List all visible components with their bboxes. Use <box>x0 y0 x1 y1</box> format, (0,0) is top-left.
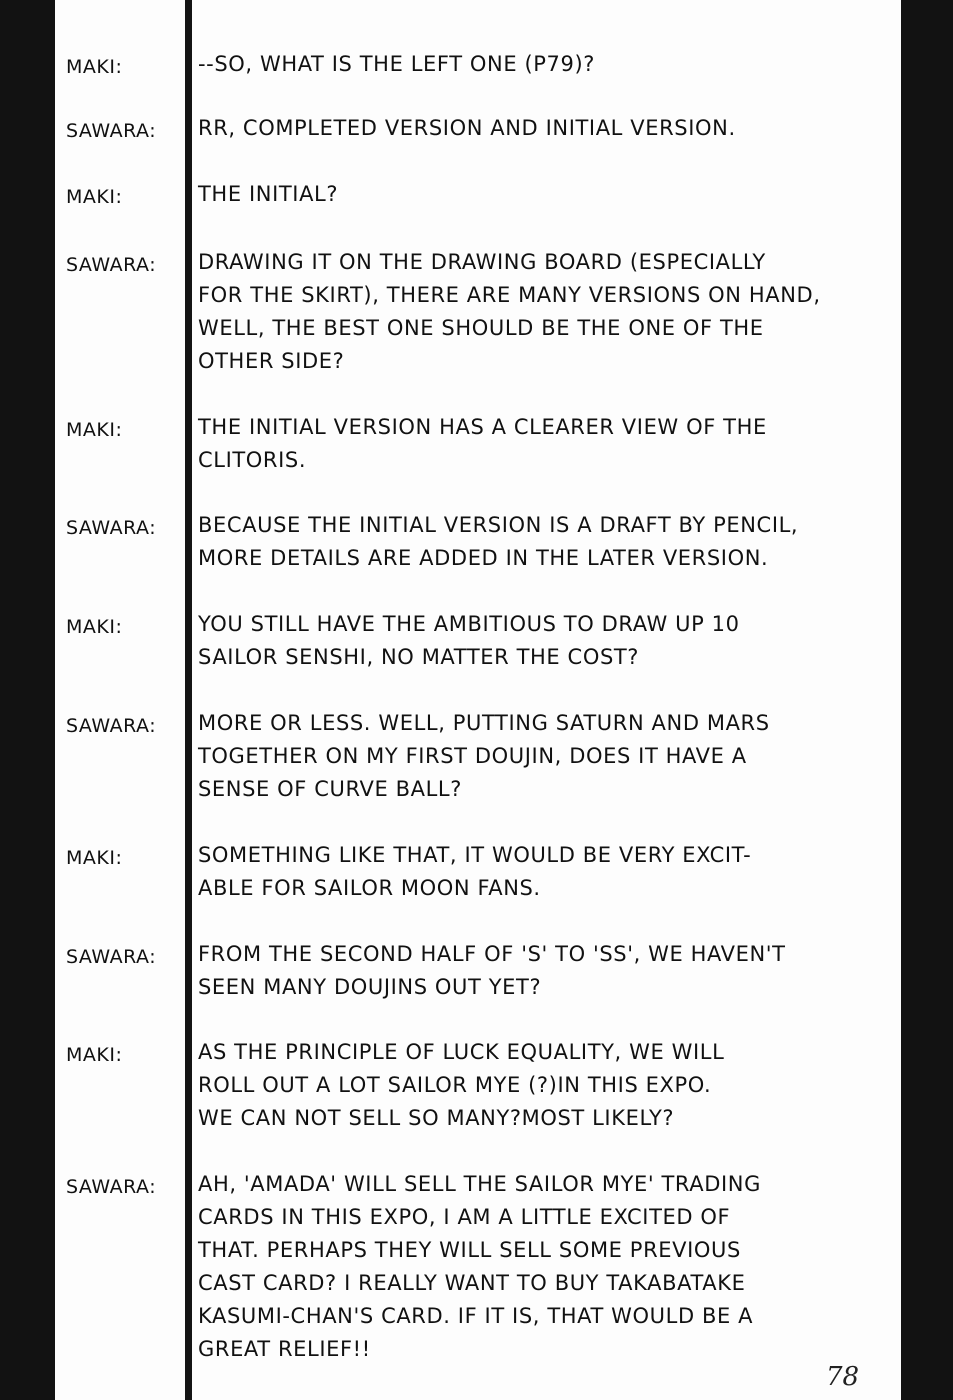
speaker-label: SAWARA: <box>66 946 157 968</box>
dialogue-line: SAILOR SENSHI, NO MATTER THE COST? <box>198 645 640 669</box>
dialogue-line: THE INITIAL? <box>198 182 339 206</box>
dialogue-line: ROLL OUT A LOT SAILOR MYE (?)IN THIS EXPO. <box>198 1073 712 1097</box>
dialogue-line: MORE DETAILS ARE ADDED IN THE LATER VERSION. <box>198 546 769 570</box>
dialogue-line: CAST CARD? I REALLY WANT TO BUY TAKABATAKE <box>198 1271 746 1295</box>
dialogue-line: CLITORIS. <box>198 448 307 472</box>
speaker-label: SAWARA: <box>66 254 157 276</box>
speaker-label: MAKI: <box>66 56 123 78</box>
dialogue-line: SENSE OF CURVE BALL? <box>198 777 462 801</box>
dialogue-line: TOGETHER ON MY FIRST DOUJIN, DOES IT HAVE A <box>198 744 747 768</box>
dialogue-line: YOU STILL HAVE THE AMBITIOUS TO DRAW UP 10 <box>198 612 740 636</box>
speaker-label: MAKI: <box>66 186 123 208</box>
dialogue-line: ABLE FOR SAILOR MOON FANS. <box>198 876 541 900</box>
speaker-label: MAKI: <box>66 616 123 638</box>
speaker-label: MAKI: <box>66 1044 123 1066</box>
column-divider <box>185 0 192 1400</box>
dialogue-line: AH, 'AMADA' WILL SELL THE SAILOR MYE' TRADING <box>198 1172 761 1196</box>
speaker-label: MAKI: <box>66 847 123 869</box>
dialogue-line: AS THE PRINCIPLE OF LUCK EQUALITY, WE WILL <box>198 1040 725 1064</box>
dialogue-line: --SO, WHAT IS THE LEFT ONE (P79)? <box>198 52 595 76</box>
left-page-edge <box>0 0 55 1400</box>
dialogue-line: SEEN MANY DOUJINS OUT YET? <box>198 975 542 999</box>
dialogue-line: FOR THE SKIRT), THERE ARE MANY VERSIONS ON HAND, <box>198 283 821 307</box>
speaker-label: SAWARA: <box>66 1176 157 1198</box>
dialogue-line: WE CAN NOT SELL SO MANY?MOST LIKELY? <box>198 1106 675 1130</box>
dialogue-line: RR, COMPLETED VERSION AND INITIAL VERSION. <box>198 116 736 140</box>
dialogue-line: THAT. PERHAPS THEY WILL SELL SOME PREVIOUS <box>198 1238 741 1262</box>
dialogue-line: KASUMI-CHAN'S CARD. IF IT IS, THAT WOULD BE A <box>198 1304 754 1328</box>
dialogue-line: FROM THE SECOND HALF OF 'S' TO 'SS', WE HAVEN'T <box>198 942 786 966</box>
dialogue-line: MORE OR LESS. WELL, PUTTING SATURN AND MARS <box>198 711 770 735</box>
dialogue-line: GREAT RELIEF!! <box>198 1337 371 1361</box>
dialogue-line: CARDS IN THIS EXPO, I AM A LITTLE EXCITED OF <box>198 1205 731 1229</box>
speaker-label: MAKI: <box>66 419 123 441</box>
dialogue-line: BECAUSE THE INITIAL VERSION IS A DRAFT BY PENCIL, <box>198 513 799 537</box>
dialogue-line: THE INITIAL VERSION HAS A CLEARER VIEW OF THE <box>198 415 767 439</box>
dialogue-line: DRAWING IT ON THE DRAWING BOARD (ESPECIALLY <box>198 250 766 274</box>
speaker-label: SAWARA: <box>66 517 157 539</box>
dialogue-line: OTHER SIDE? <box>198 349 345 373</box>
right-page-edge <box>901 0 953 1400</box>
speaker-label: SAWARA: <box>66 715 157 737</box>
page-number: 78 <box>826 1362 860 1392</box>
dialogue-line: WELL, THE BEST ONE SHOULD BE THE ONE OF THE <box>198 316 764 340</box>
dialogue-line: SOMETHING LIKE THAT, IT WOULD BE VERY EXCIT- <box>198 843 752 867</box>
speaker-label: SAWARA: <box>66 120 157 142</box>
